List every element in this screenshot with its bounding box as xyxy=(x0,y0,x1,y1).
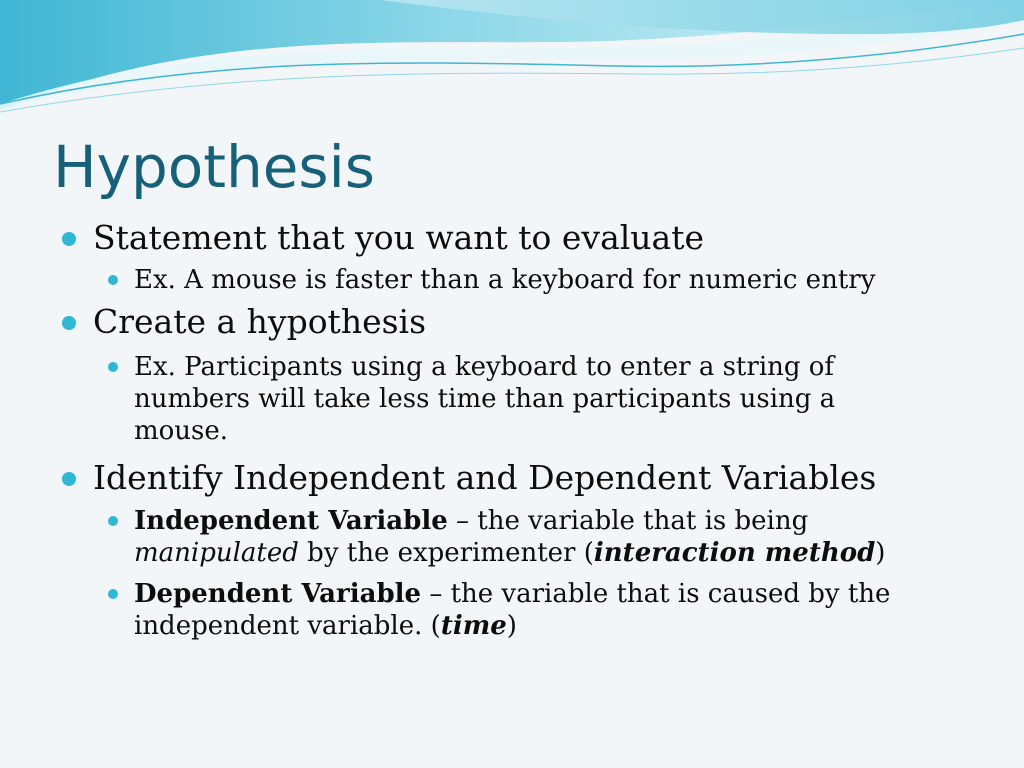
example-interaction-method: interaction method xyxy=(593,538,876,568)
slide-title: Hypothesis xyxy=(53,133,375,201)
sub-bullet-example-2 xyxy=(134,351,924,447)
bullet-dot-icon xyxy=(62,232,76,246)
closing-paren: ) xyxy=(506,611,517,641)
bullet-statement xyxy=(62,219,962,257)
sub-bullet-text: Ex. A mouse is faster than a keyboard for numeric entry xyxy=(134,265,876,295)
definition-text-rest: by the experimenter ( xyxy=(298,538,594,568)
header-wave-decoration xyxy=(0,0,1024,120)
bullet-identify-variables xyxy=(62,459,962,497)
bullet-dot-icon xyxy=(108,275,118,285)
emphasis-manipulated: manipulated xyxy=(134,538,299,568)
bullet-dot-icon xyxy=(62,316,76,330)
closing-paren: ) xyxy=(875,538,886,568)
sub-bullet-independent-variable xyxy=(134,505,924,569)
slide-content xyxy=(62,219,962,642)
bullet-text: Identify Independent and Dependent Variables xyxy=(93,458,877,497)
bullet-create-hypothesis xyxy=(62,303,962,341)
sub-bullet-text: Ex. Participants using a keyboard to enter a string of numbers will take less time than participants using a mouse. xyxy=(134,352,836,446)
bullet-dot-icon xyxy=(108,516,118,526)
term-dependent-variable: Dependent Variable xyxy=(134,579,422,609)
definition-text: – the variable that is being xyxy=(447,506,809,536)
sub-bullet-example-1 xyxy=(134,264,924,296)
bullet-text: Statement that you want to evaluate xyxy=(93,218,705,257)
bullet-text: Create a hypothesis xyxy=(93,302,427,341)
bullet-dot-icon xyxy=(108,362,118,372)
bullet-dot-icon xyxy=(62,472,76,486)
definition-text: – the variable that is caused by the independent variable. ( xyxy=(134,579,891,641)
bullet-dot-icon xyxy=(108,589,118,599)
term-independent-variable: Independent Variable xyxy=(134,506,448,536)
sub-bullet-dependent-variable xyxy=(134,578,924,642)
example-time: time xyxy=(440,611,507,641)
